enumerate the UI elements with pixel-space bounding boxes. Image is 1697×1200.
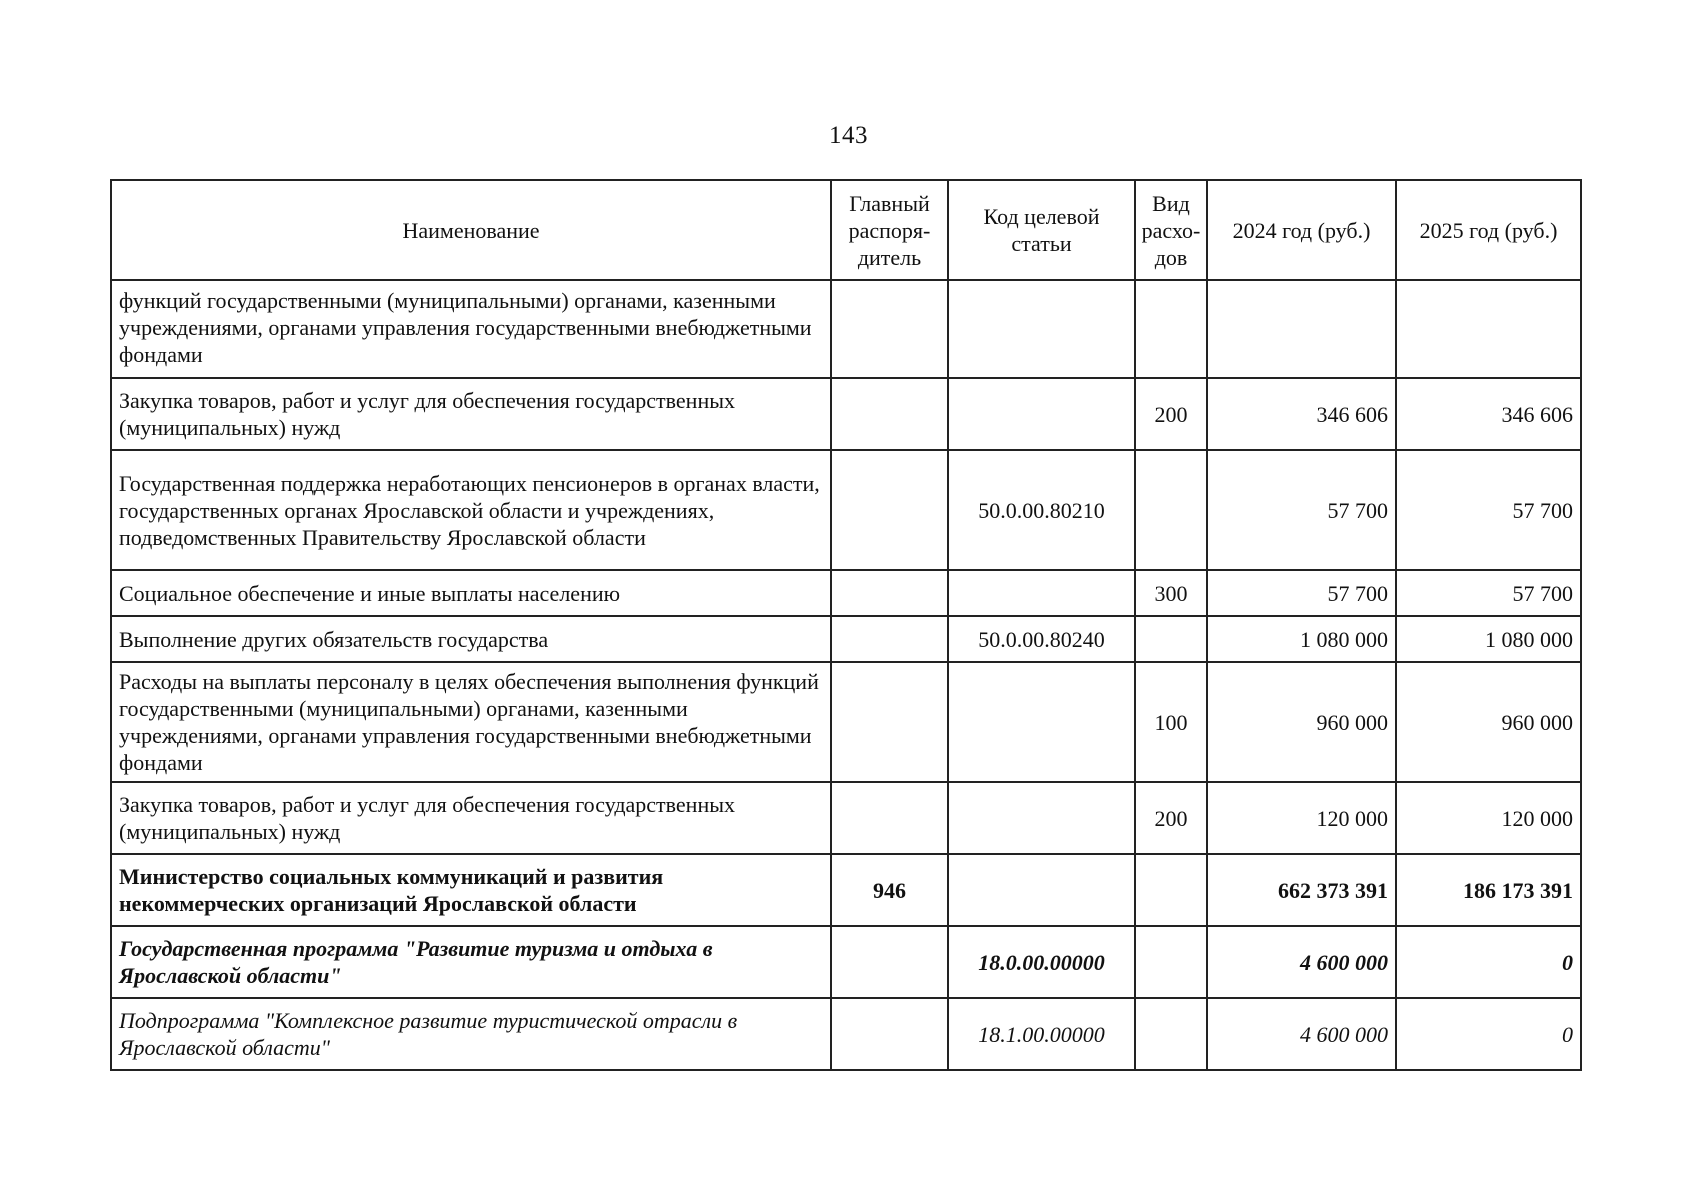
cell-manager [831,998,948,1070]
cell-name: Закупка товаров, работ и услуг для обеспечения государственных (муниципальных) нужд [111,378,831,450]
cell-2025: 1 080 000 [1396,616,1581,662]
cell-2024: 662 373 391 [1207,854,1396,926]
cell-expense-type: 100 [1135,662,1207,782]
cell-expense-type [1135,854,1207,926]
cell-code [948,782,1135,854]
table-row [111,782,1581,854]
cell-code [948,854,1135,926]
cell-manager [831,926,948,998]
page-number: 143 [829,122,868,149]
cell-2024: 57 700 [1207,450,1396,570]
cell-manager [831,662,948,782]
cell-code: 18.1.00.00000 [948,998,1135,1070]
cell-expense-type: 200 [1135,378,1207,450]
cell-code [948,378,1135,450]
cell-2025: 346 606 [1396,378,1581,450]
cell-manager [831,782,948,854]
cell-name: Расходы на выплаты персоналу в целях обеспечения выполнения функций государственными (муниципальными) органами, казенными учреждениями, органами управления государственными внебюджетными фондами [111,662,831,782]
cell-manager [831,570,948,616]
table-row [111,854,1581,926]
cell-2024: 4 600 000 [1207,926,1396,998]
cell-manager [831,450,948,570]
cell-2025: 0 [1396,926,1581,998]
cell-expense-type [1135,450,1207,570]
cell-name: Министерство социальных коммуникаций и развития некоммерческих организаций Ярославской области [111,854,831,926]
header-2024: 2024 год (руб.) [1207,180,1396,280]
cell-code [948,280,1135,378]
cell-manager [831,378,948,450]
cell-2024: 4 600 000 [1207,998,1396,1070]
cell-expense-type [1135,616,1207,662]
cell-expense-type [1135,998,1207,1070]
cell-name: Выполнение других обязательств государства [111,616,831,662]
header-expense-type: Вид расхо-дов [1135,180,1207,280]
cell-name: Подпрограмма "Комплексное развитие туристической отрасли в Ярославской области" [111,998,831,1070]
budget-table [110,179,1582,1071]
cell-code [948,570,1135,616]
cell-name: функций государственными (муниципальными) органами, казенными учреждениями, органами управления государственными внебюджетными фондами [111,280,831,378]
cell-2025: 0 [1396,998,1581,1070]
cell-2025: 57 700 [1396,570,1581,616]
cell-2024 [1207,280,1396,378]
cell-expense-type [1135,280,1207,378]
cell-2025 [1396,280,1581,378]
cell-2025: 960 000 [1396,662,1581,782]
cell-name: Закупка товаров, работ и услуг для обеспечения государственных (муниципальных) нужд [111,782,831,854]
table-row [111,616,1581,662]
cell-2024: 346 606 [1207,378,1396,450]
table-row [111,570,1581,616]
header-2025: 2025 год (руб.) [1396,180,1581,280]
cell-2024: 960 000 [1207,662,1396,782]
cell-2024: 57 700 [1207,570,1396,616]
cell-2025: 186 173 391 [1396,854,1581,926]
cell-2024: 120 000 [1207,782,1396,854]
table-row [111,998,1581,1070]
cell-code: 18.0.00.00000 [948,926,1135,998]
table-row [111,280,1581,378]
table-header-row [111,180,1581,280]
cell-name: Социальное обеспечение и иные выплаты населению [111,570,831,616]
table-row [111,378,1581,450]
header-code: Код целевой статьи [948,180,1135,280]
table-row [111,926,1581,998]
cell-code: 50.0.00.80240 [948,616,1135,662]
cell-name: Государственная программа "Развитие туризма и отдыха в Ярославской области" [111,926,831,998]
cell-expense-type [1135,926,1207,998]
cell-expense-type: 200 [1135,782,1207,854]
cell-manager [831,280,948,378]
header-name: Наименование [111,180,831,280]
cell-code: 50.0.00.80210 [948,450,1135,570]
table-row [111,450,1581,570]
cell-name: Государственная поддержка неработающих пенсионеров в органах власти, государственных органах Ярославской области и учреждениях, подведомственных Правительству Ярославской области [111,450,831,570]
cell-2025: 120 000 [1396,782,1581,854]
cell-manager: 946 [831,854,948,926]
cell-manager [831,616,948,662]
header-manager: Главный распоря-дитель [831,180,948,280]
table-row [111,662,1581,782]
cell-code [948,662,1135,782]
cell-2025: 57 700 [1396,450,1581,570]
cell-2024: 1 080 000 [1207,616,1396,662]
cell-expense-type: 300 [1135,570,1207,616]
